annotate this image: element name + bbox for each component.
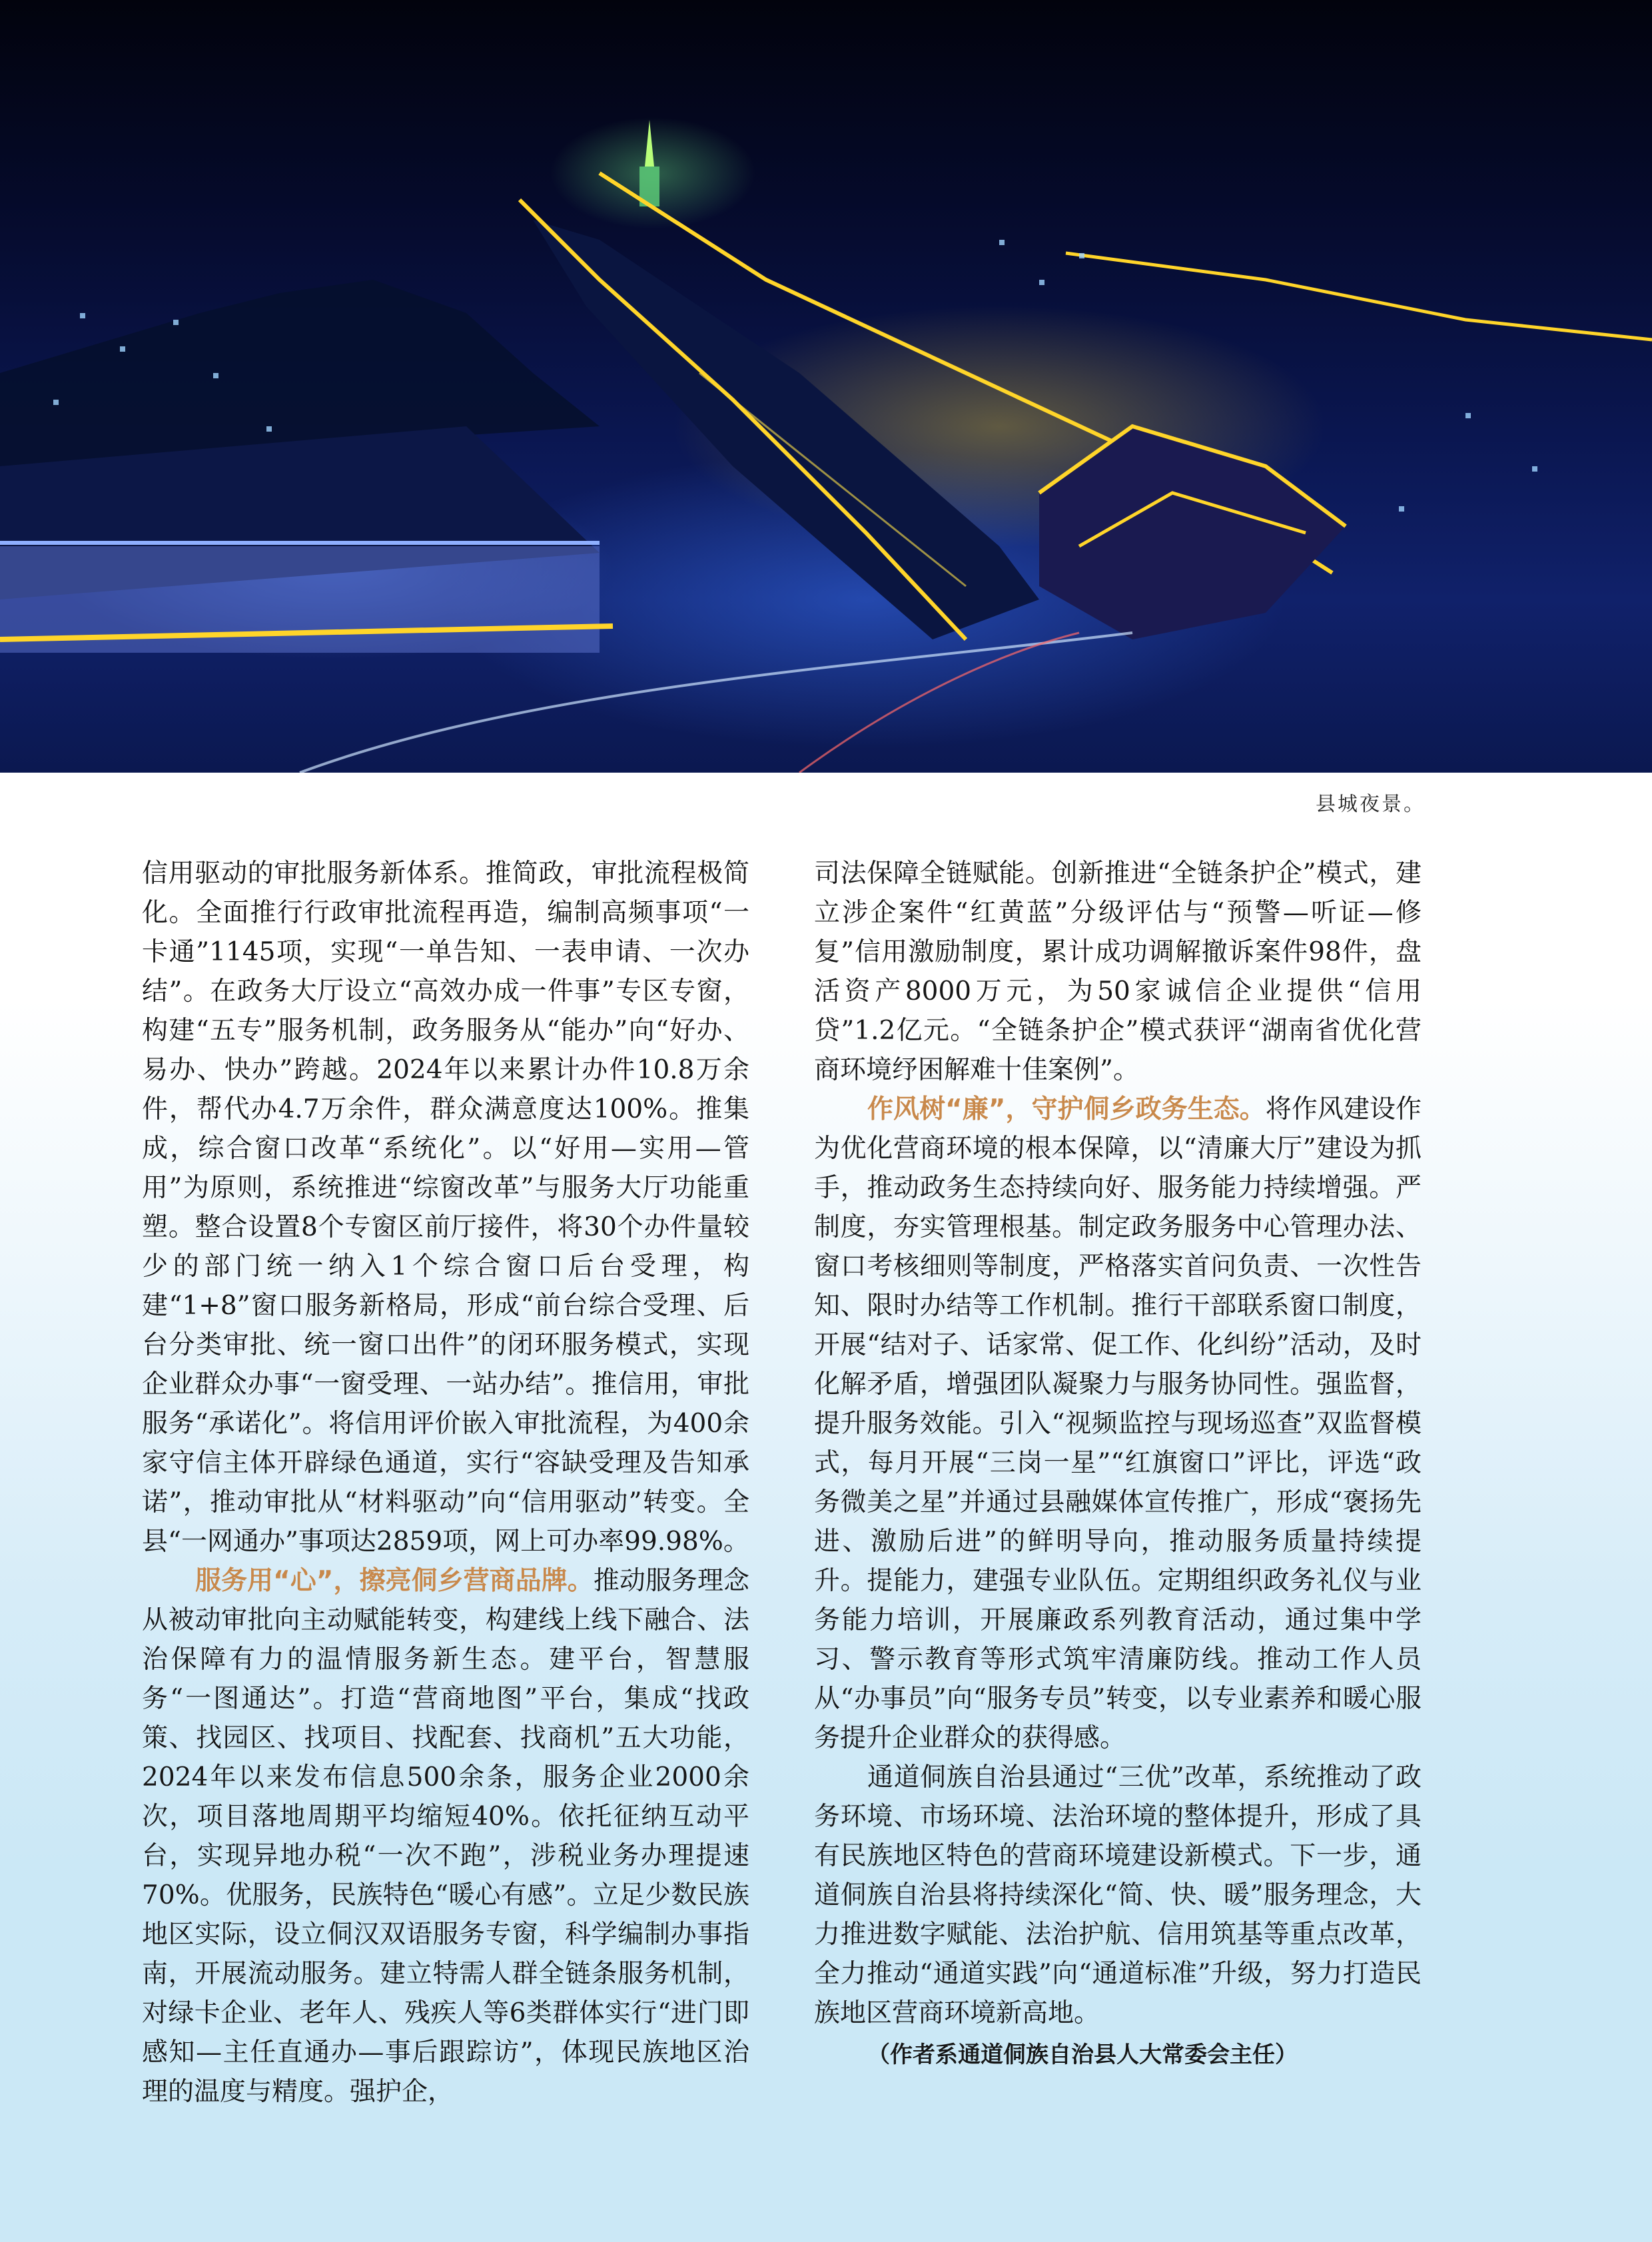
paragraph-judicial-support: 司法保障全链赋能。创新推进“全链条护企”模式，建立涉企案件“红黄蓝”分级评估与“预警—听证—修复”信用激励制度，累计成功调解撤诉案件98件，盘活资产8000万元，为50家诚信企业提供“信用贷”1.2亿元。“全链条护企”模式获评“湖南省优化营商环境纾困解难十佳案例”。 [814, 859, 1422, 1085]
article-column-right [814, 854, 1422, 2075]
paragraph-conclusion: 通道侗族自治县通过“三优”改革，系统推动了政务环境、市场环境、法治环境的整体提升，形成了具有民族地区特色的营商环境建设新模式。下一步，通道侗族自治县将持续深化“简、快、暖”服务理念，大力推进数字赋能、法治护航、信用筑基等重点改革，全力推动“通道实践”向“通道标准”升级，努力打造民族地区营商环境新高地。 [814, 1762, 1422, 2028]
paragraph-body: 推动服务理念从被动审批向主动赋能转变，构建线上线下融合、法治保障有力的温情服务新生态。建平台，智慧服务“一图通达”。打造“营商地图”平台，集成“找政策、找园区、找项目、找配套、找商机”五大功能，2024年以来发布信息500余条，服务企业2000余次，项目落地周期平均缩短40%。依托征纳互动平台，实现异地办税“一次不跑”，涉税业务办理提速70%。优服务，民族特色“暖心有感”。立足少数民族地区实际，设立侗汉双语服务专窗，科学编制办事指南，开展流动服务。建立特需人群全链条服务机制，对绿卡企业、老年人、残疾人等6类群体实行“进门即感知—主任直通办—事后跟踪访”，体现民族地区治理的温度与精度。强护企， [142, 1566, 749, 2107]
paragraph-service-brand [142, 1561, 749, 2111]
section-lead-heading: 服务用“心”，擦亮侗乡营商品牌。 [195, 1566, 594, 1596]
section-lead-heading: 作风树“廉”，守护侗乡政务生态。 [867, 1094, 1266, 1124]
paragraph-integrity-ecology [814, 1090, 1422, 1758]
paragraph-approval-reform: 信用驱动的审批服务新体系。推简政，审批流程极简化。全面推行行政审批流程再造，编制高频事项“一卡通”1145项，实现“一单告知、一表申请、一次办结”。在政务大厅设立“高效办成一件事”专区专窗，构建“五专”服务机制，政务服务从“能办”向“好办、易办、快办”跨越。2024年以来累计办件10.8万余件，帮代办4.7万余件，群众满意度达100%。推集成，综合窗口改革“系统化”。以“好用—实用—管用”为原则，系统推进“综窗改革”与服务大厅功能重塑。整合设置8个专窗区前厅接件，将30个办件量较少的部门统一纳入1个综合窗口后台受理，构建“1+8”窗口服务新格局，形成“前台综合受理、后台分类审批、统一窗口出件”的闭环服务模式，实现企业群众办事“一窗受理、一站办结”。推信用，审批服务“承诺化”。将信用评价嵌入审批流程，为400余家守信主体开辟绿色通道，实行“容缺受理及告知承诺”，推动审批从“材料驱动”向“信用驱动”转变。全县“一网通办”事项达2859项，网上可办率99.98%。 [142, 859, 749, 1557]
author-byline: （作者系通道侗族自治县人大常委会主任） [867, 2042, 1298, 2068]
county-town-night-photo [0, 0, 1652, 773]
paragraph-body: 将作风建设作为优化营商环境的根本保障，以“清廉大厅”建设为抓手，推动政务生态持续向好、服务能力持续增强。严制度，夯实管理根基。制定政务服务中心管理办法、窗口考核细则等制度，严格落实首问负责、一次性告知、限时办结等工作机制。推行干部联系窗口制度，开展“结对子、话家常、促工作、化纠纷”活动，及时化解矛盾，增强团队凝聚力与服务协同性。强监督，提升服务效能。引入“视频监控与现场巡查”双监督模式，每月开展“三岗一星”“红旗窗口”评比，评选“政务微美之星”并通过县融媒体宣传推广，形成“褒扬先进、激励后进”的鲜明导向，推动服务质量持续提升。提能力，建强专业队伍。定期组织政务礼仪与业务能力培训，开展廉政系列教育活动，通过集中学习、警示教育等形式筑牢清廉防线。推动工作人员从“办事员”向“服务专员”转变，以专业素养和暖心服务提升企业群众的获得感。 [814, 1094, 1422, 1753]
photo-caption: 县城夜景。 [1316, 793, 1426, 816]
article-column-left [142, 854, 749, 2111]
night-cityscape-illustration [0, 0, 1652, 773]
